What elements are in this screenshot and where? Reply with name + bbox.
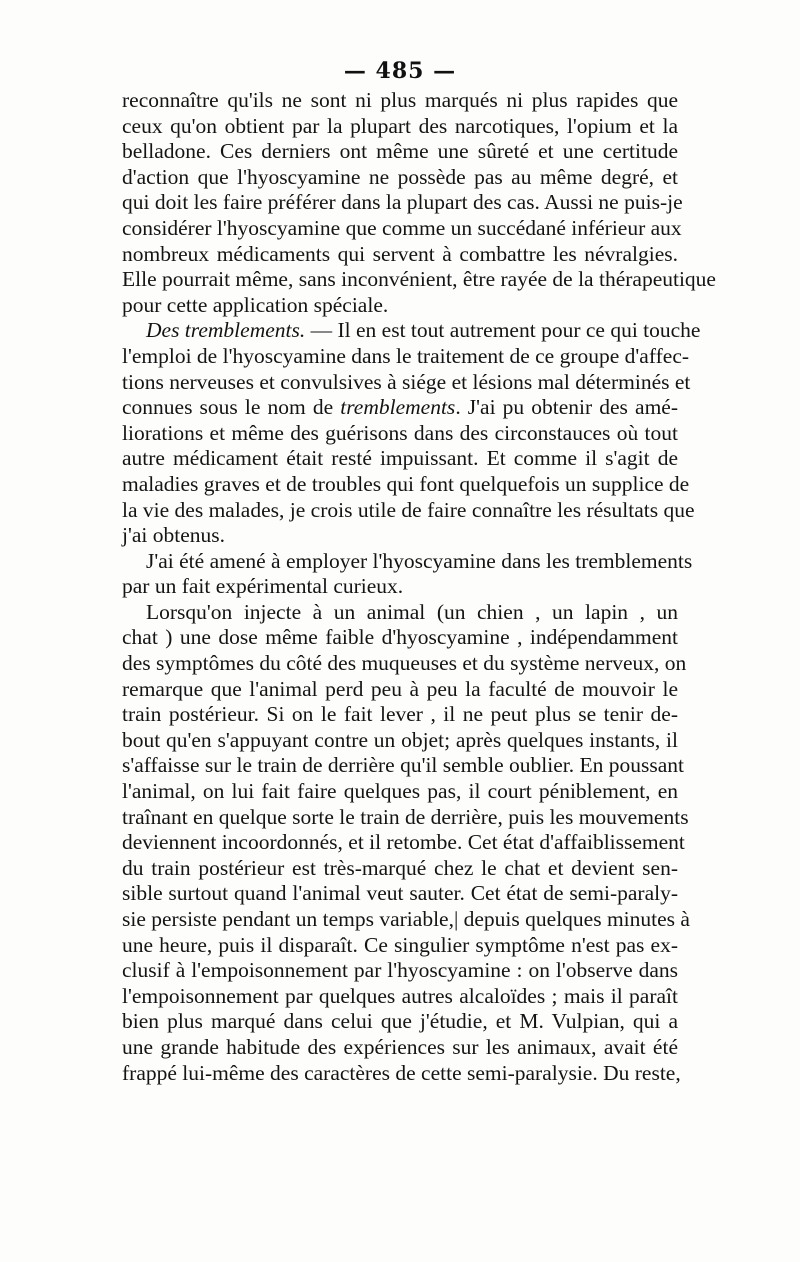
text-line: deviennent incoordonnés, et il retombe. Cet état d'affaiblissement xyxy=(122,830,685,855)
text-line: ceux qu'on obtient par la plupart des narcotiques, l'opium et la xyxy=(122,113,678,138)
text-line: maladies graves et de troubles qui font quelquefois un supplice de xyxy=(122,471,690,496)
text-line: une grande habitude des expériences sur les animaux, avait été xyxy=(122,1034,678,1059)
text-line: frappé lui-même des caractères de cette semi-paralysie. Du reste, xyxy=(122,1060,681,1085)
text-line: bout qu'en s'appuyant contre un objet; après quelques instants, il xyxy=(122,727,678,752)
text-line: clusif à l'empoisonnement par l'hyoscyamine : on l'observe dans xyxy=(122,958,678,983)
text-line: par un fait expérimental curieux. xyxy=(122,574,404,599)
body-text xyxy=(122,88,716,1086)
text-line: sie persiste pendant un temps variable,| depuis quelques minutes à xyxy=(122,907,690,931)
section-heading: Des tremblements. xyxy=(146,318,306,343)
text-line: traînant en quelque sorte le train de derrière, puis les mouvements xyxy=(122,804,689,829)
italic-term: tremblements xyxy=(340,395,456,420)
text-line: considérer l'hyoscyamine que comme un succédané inférieur aux xyxy=(122,215,682,240)
text-line: l'empoisonnement par quelques autres alcaloïdes ; mais il paraît xyxy=(122,983,678,1008)
text-line: l'emploi de l'hyoscyamine dans le traitement de ce groupe d'affec- xyxy=(122,343,690,368)
text-line: Elle pourrait même, sans inconvénient, être rayée de la thérapeutique xyxy=(122,267,716,292)
text-line: reconnaître qu'ils ne sont ni plus marqués ni plus rapides que xyxy=(122,88,678,112)
text-line: s'affaisse sur le train de derrière qu'il semble oublier. En poussant xyxy=(122,753,685,778)
text-line: autre médicament était resté impuissant. Et comme il s'agit de xyxy=(122,446,678,471)
text-line: sible surtout quand l'animal veut sauter. Cet état de semi-paraly- xyxy=(122,881,678,906)
text-line: du train postérieur est très-marqué chez le chat et devient sen- xyxy=(122,855,678,880)
text-fragment: . J'ai pu obtenir des amé- xyxy=(455,395,679,420)
text-line: belladone. Ces derniers ont même une sûreté et une certitude xyxy=(122,139,678,164)
page-number: — 485 — xyxy=(343,58,457,84)
text-line xyxy=(122,395,678,421)
text-line: qui doit les faire préférer dans la plupart des cas. Aussi ne puis-je xyxy=(122,190,683,215)
text-line: nombreux médicaments qui servent à combattre les névralgies. xyxy=(122,241,678,266)
text-line xyxy=(122,318,701,344)
text-fragment: connues sous le nom de xyxy=(122,395,334,420)
text-line: des symptômes du côté des muqueuses et du système nerveux, on xyxy=(122,651,687,676)
text-line: train postérieur. Si on le fait lever , il ne peut plus se tenir de- xyxy=(122,702,678,727)
text-line: Lorsqu'on injecte à un animal (un chien , un lapin , un xyxy=(146,599,678,624)
text-line: une heure, puis il disparaît. Ce singulier symptôme n'est pas ex- xyxy=(122,932,678,957)
text-line: pour cette application spéciale. xyxy=(122,292,389,317)
text-line: l'animal, on lui fait faire quelques pas, il court péniblement, en xyxy=(122,779,678,804)
text-line: liorations et même des guérisons dans des circonstauces où tout xyxy=(122,420,678,445)
text-line: la vie des malades, je crois utile de faire connaître les résultats que xyxy=(122,497,695,522)
text-line: tions nerveuses et convulsives à siége et lésions mal déterminés et xyxy=(122,369,691,394)
text-line: remarque que l'animal perd peu à peu la faculté de mouvoir le xyxy=(122,676,678,701)
text-line: chat ) une dose même faible d'hyoscyamine , indépendamment xyxy=(122,625,678,650)
text-line: j'ai obtenus. xyxy=(122,523,225,548)
text-fragment: — Il en est tout autrement pour ce qui touche xyxy=(310,318,701,343)
text-line: d'action que l'hyoscyamine ne possède pas au même degré, et xyxy=(122,164,678,189)
text-line: J'ai été amené à employer l'hyoscyamine dans les tremblements xyxy=(146,548,693,573)
text-line: bien plus marqué dans celui que j'étudie, et M. Vulpian, qui a xyxy=(122,1009,678,1034)
